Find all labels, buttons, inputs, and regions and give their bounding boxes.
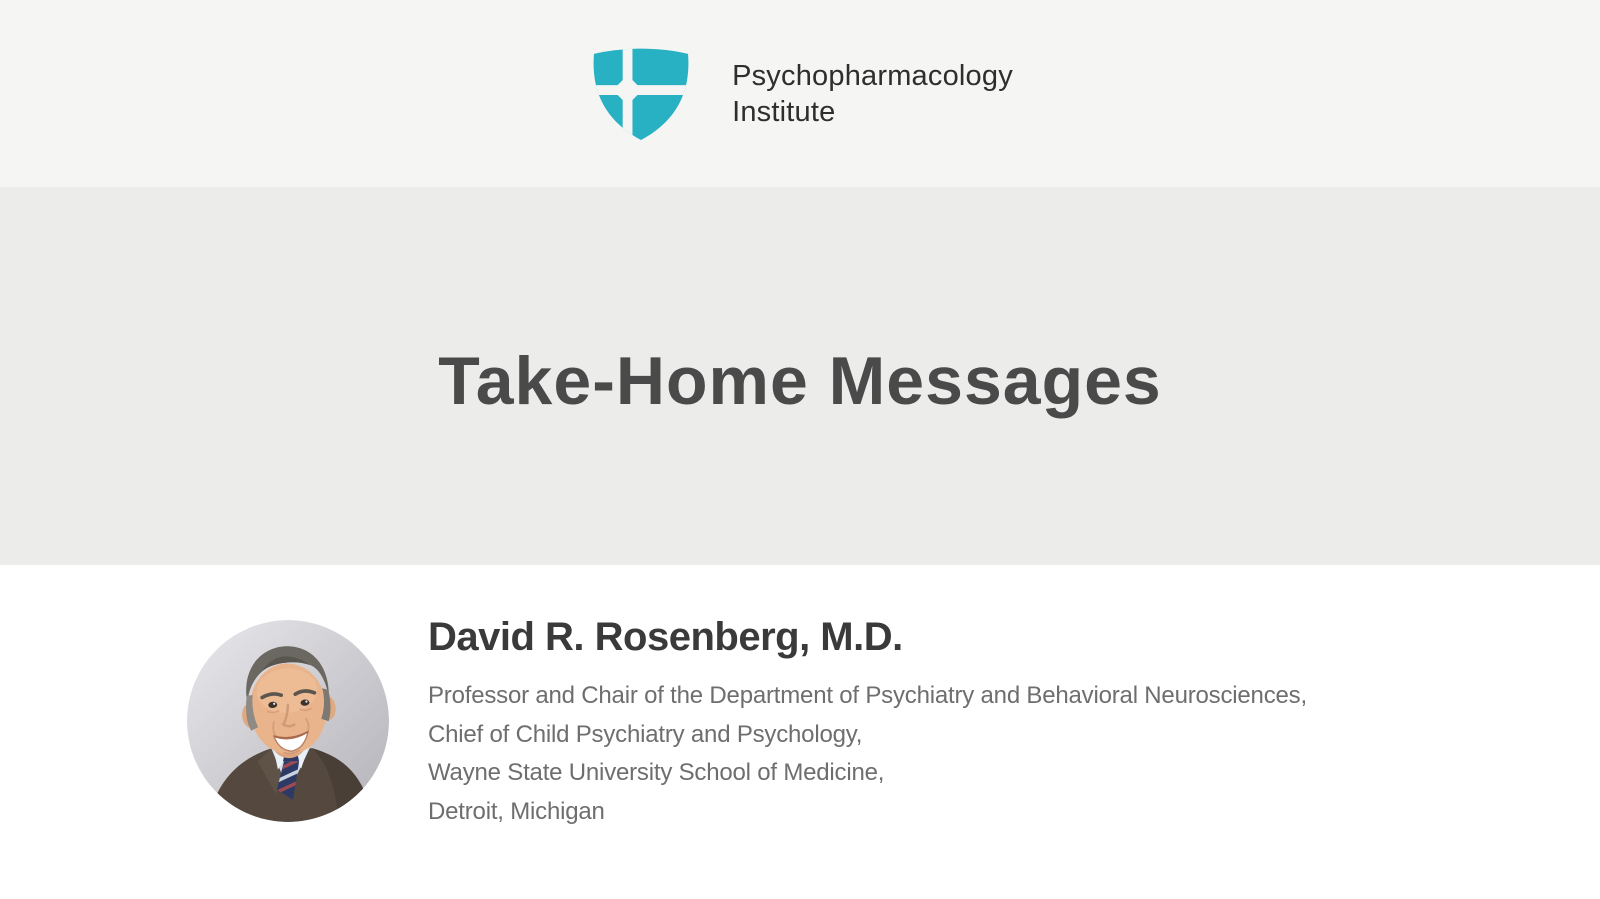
speaker-credential-line: Professor and Chair of the Department of Psychiatry and Behavioral Neurosciences, — [428, 682, 1307, 709]
brand-wordmark-line1: Psychopharmacology — [732, 59, 1013, 92]
speaker-credentials — [428, 677, 1307, 831]
header — [0, 0, 1600, 187]
brand-wordmark-line2: Institute — [732, 95, 836, 128]
speaker-credential-line: Wayne State University School of Medicine, — [428, 759, 885, 786]
speaker-info — [428, 613, 1307, 831]
title-banner — [0, 187, 1600, 565]
slide-title: Take-Home Messages — [438, 343, 1162, 419]
shield-cross-logo-icon — [587, 45, 695, 143]
speaker-section — [0, 565, 1600, 899]
speaker-credential-line: Detroit, Michigan — [428, 797, 605, 825]
brand-wordmark — [732, 58, 1013, 130]
speaker-credential-line: Chief of Child Psychiatry and Psychology, — [428, 720, 863, 748]
speaker-avatar — [187, 620, 389, 822]
speaker-name: David R. Rosenberg, M.D. — [428, 615, 903, 659]
